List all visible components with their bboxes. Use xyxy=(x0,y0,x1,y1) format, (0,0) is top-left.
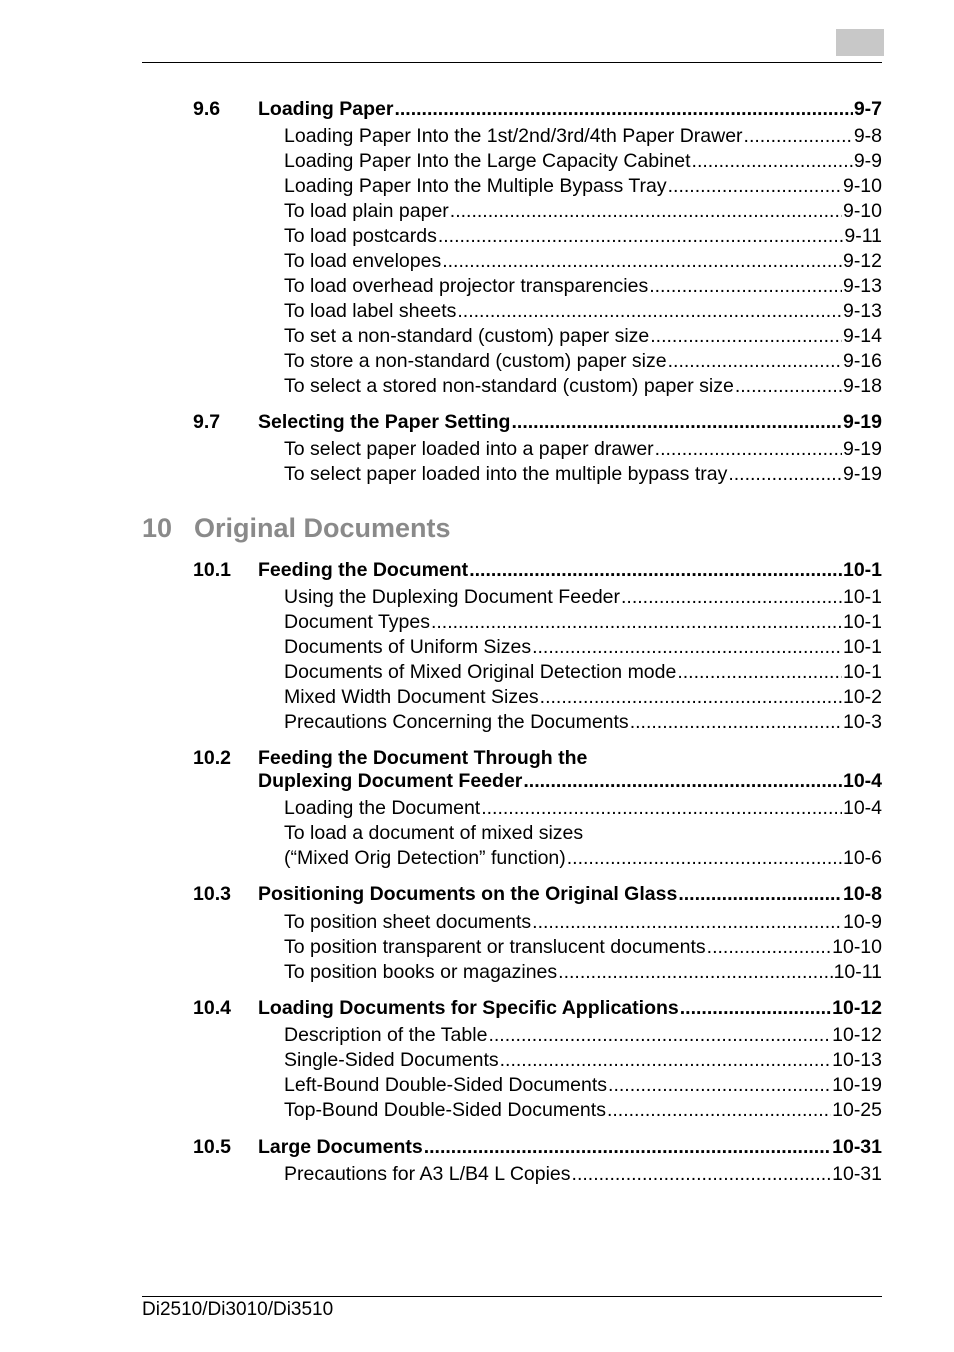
toc-entry-large-documents[interactable] xyxy=(258,1135,882,1159)
toc-entry-page: 10-8 xyxy=(842,883,882,905)
toc-entry-page: 9-19 xyxy=(842,411,882,433)
toc-entry-title-line1: Feeding the Document Through the xyxy=(258,747,588,769)
toc-entry-page: 10-4 xyxy=(842,770,882,792)
toc-subentry[interactable] xyxy=(284,249,882,273)
section-number: 10.4 xyxy=(193,997,231,1019)
dot-leader xyxy=(707,935,831,959)
dot-leader xyxy=(680,996,831,1020)
dot-leader xyxy=(608,1073,831,1097)
toc-entry-page: 10-12 xyxy=(832,997,882,1019)
chapter-tab-marker xyxy=(836,29,884,56)
toc-entry-title: Positioning Documents on the Original Glass xyxy=(258,883,678,905)
dot-leader xyxy=(744,124,853,148)
dot-leader xyxy=(655,437,842,461)
toc-entry-page: 9-16 xyxy=(842,350,882,372)
dot-leader xyxy=(630,710,842,734)
toc-entry-page: 9-7 xyxy=(853,98,882,120)
dot-leader xyxy=(650,324,842,348)
toc-entry-feeding-document[interactable] xyxy=(258,558,882,582)
toc-subentry[interactable] xyxy=(284,935,882,959)
section-number: 9.7 xyxy=(193,411,221,433)
toc-entry-page: 10-11 xyxy=(833,961,882,983)
toc-entry-page: 10-25 xyxy=(832,1099,882,1121)
toc-entry-page: 10-4 xyxy=(842,797,882,819)
toc-entry-title: To set a non-standard (custom) paper size xyxy=(284,325,650,347)
toc-entry-loading-paper[interactable] xyxy=(258,97,882,121)
toc-entry-title: To position sheet documents xyxy=(284,911,532,933)
toc-entry-page: 10-1 xyxy=(842,636,882,658)
toc-subentry[interactable] xyxy=(284,124,882,148)
toc-entry-page: 9-12 xyxy=(842,250,882,272)
toc-entry-title: To load overhead projector transparencies xyxy=(284,275,649,297)
toc-subentry[interactable] xyxy=(284,1098,882,1122)
dot-leader xyxy=(572,1162,832,1186)
dot-leader xyxy=(469,558,842,582)
toc-entry-title: Loading Paper Into the 1st/2nd/3rd/4th Paper Drawer xyxy=(284,125,743,147)
toc-entry-selecting-paper-setting[interactable] xyxy=(258,410,882,434)
section-number: 10.5 xyxy=(193,1136,231,1158)
toc-entry-title: Loading Paper xyxy=(258,98,394,120)
toc-entry-title: To select a stored non-standard (custom) paper size xyxy=(284,375,734,397)
toc-entry-title: Top-Bound Double-Sided Documents xyxy=(284,1099,606,1121)
toc-subentry[interactable] xyxy=(284,710,882,734)
toc-entry-page: 10-1 xyxy=(842,661,882,683)
footer-model-name: Di2510/Di3010/Di3510 xyxy=(142,1299,334,1320)
dot-leader xyxy=(431,610,842,634)
header-rule xyxy=(142,62,882,63)
toc-subentry[interactable] xyxy=(284,1048,882,1072)
toc-entry-page: 9-9 xyxy=(853,150,882,172)
toc-entry-title: Precautions for A3 L/B4 L Copies xyxy=(284,1163,571,1185)
section-number: 10.1 xyxy=(193,559,231,581)
toc-entry-title: Documents of Mixed Original Detection mode xyxy=(284,661,677,683)
toc-entry-title: To position books or magazines xyxy=(284,961,558,983)
toc-subentry[interactable] xyxy=(284,610,882,634)
toc-entry-title: Loading Paper Into the Large Capacity Cabinet xyxy=(284,150,691,172)
toc-subentry[interactable] xyxy=(284,374,882,398)
toc-subentry[interactable] xyxy=(284,437,882,461)
toc-subentry[interactable] xyxy=(284,324,882,348)
toc-entry-page: 10-12 xyxy=(832,1024,882,1046)
toc-entry-title: Left-Bound Double-Sided Documents xyxy=(284,1074,608,1096)
dot-leader xyxy=(511,410,841,434)
toc-subentry[interactable] xyxy=(284,1073,882,1097)
dot-leader xyxy=(488,1023,831,1047)
toc-entry-page: 9-14 xyxy=(842,325,882,347)
toc-entry-page: 9-13 xyxy=(842,275,882,297)
toc-entry-title: To load envelopes xyxy=(284,250,442,272)
toc-entry-title: Single-Sided Documents xyxy=(284,1049,499,1071)
toc-entry-page: 10-13 xyxy=(832,1049,882,1071)
footer-rule xyxy=(142,1296,882,1297)
toc-subentry[interactable] xyxy=(284,149,882,173)
toc-entry-title: Loading the Document xyxy=(284,797,481,819)
toc-entry-title: Duplexing Document Feeder xyxy=(258,770,523,792)
toc-entry-title: Document Types xyxy=(284,611,430,633)
dot-leader xyxy=(438,224,844,248)
toc-subentry[interactable] xyxy=(284,846,882,870)
toc-entry-loading-documents-applications[interactable] xyxy=(258,996,882,1020)
toc-entry-page: 10-1 xyxy=(842,559,882,581)
toc-subentry[interactable] xyxy=(284,1023,882,1047)
toc-entry-page: 9-19 xyxy=(842,438,882,460)
toc-subentry[interactable] xyxy=(284,635,882,659)
toc-entry-page: 10-2 xyxy=(842,686,882,708)
toc-entry-page: 9-10 xyxy=(842,200,882,222)
toc-entry-title: To select paper loaded into a paper drawer xyxy=(284,438,654,460)
dot-leader xyxy=(500,1048,832,1072)
toc-entry-title: Large Documents xyxy=(258,1136,423,1158)
dot-leader xyxy=(540,685,842,709)
toc-entry-page: 9-11 xyxy=(844,225,882,247)
toc-entry-page: 10-31 xyxy=(832,1136,882,1158)
toc-subentry-title-line1: To load a document of mixed sizes xyxy=(284,822,584,844)
toc-entry-page: 10-3 xyxy=(842,711,882,733)
dot-leader xyxy=(607,1098,831,1122)
toc-subentry[interactable] xyxy=(284,960,882,984)
dot-leader xyxy=(649,274,842,298)
toc-subentry[interactable] xyxy=(284,462,882,486)
toc-subentry[interactable] xyxy=(284,685,882,709)
dot-leader xyxy=(567,846,842,870)
toc-entry-page: 10-31 xyxy=(832,1163,882,1185)
dot-leader xyxy=(728,462,842,486)
dot-leader xyxy=(532,635,842,659)
dot-leader xyxy=(532,910,842,934)
dot-leader xyxy=(678,882,842,906)
toc-entry-page: 10-9 xyxy=(842,911,882,933)
dot-leader xyxy=(677,660,842,684)
toc-entry-page: 9-19 xyxy=(842,463,882,485)
dot-leader xyxy=(394,97,852,121)
chapter-heading xyxy=(142,511,451,545)
toc-entry-title: To load plain paper xyxy=(284,200,449,222)
toc-entry-title: To select paper loaded into the multiple bypass tray xyxy=(284,463,728,485)
chapter-title: Original Documents xyxy=(194,513,451,543)
toc-subentry[interactable] xyxy=(284,1162,882,1186)
toc-entry-feeding-through-duplexing[interactable] xyxy=(258,769,882,793)
dot-leader xyxy=(668,174,842,198)
toc-subentry[interactable] xyxy=(284,910,882,934)
toc-entry-title: To load label sheets xyxy=(284,300,457,322)
toc-entry-title: Documents of Uniform Sizes xyxy=(284,636,532,658)
toc-entry-page: 10-10 xyxy=(832,936,882,958)
toc-subentry[interactable] xyxy=(284,299,882,323)
toc-entry-title: Loading Paper Into the Multiple Bypass Tray xyxy=(284,175,667,197)
toc-subentry[interactable] xyxy=(284,199,882,223)
dot-leader xyxy=(450,199,842,223)
toc-subentry[interactable] xyxy=(284,274,882,298)
dot-leader xyxy=(424,1135,831,1159)
toc-entry-page: 9-10 xyxy=(842,175,882,197)
toc-entry-page: 9-18 xyxy=(842,375,882,397)
toc-entry-page: 9-13 xyxy=(842,300,882,322)
toc-subentry[interactable] xyxy=(284,796,882,820)
dot-leader xyxy=(558,960,832,984)
chapter-number: 10 xyxy=(142,513,173,543)
toc-entry-title: Precautions Concerning the Documents xyxy=(284,711,629,733)
toc-entry-title: (“Mixed Orig Detection” function) xyxy=(284,847,566,869)
toc-entry-title: Selecting the Paper Setting xyxy=(258,411,511,433)
toc-entry-page: 10-1 xyxy=(842,586,882,608)
toc-entry-positioning-documents[interactable] xyxy=(258,882,882,906)
toc-entry-title: Using the Duplexing Document Feeder xyxy=(284,586,621,608)
toc-entry-page: 10-6 xyxy=(842,847,882,869)
section-number: 10.3 xyxy=(193,883,231,905)
toc-entry-title: To store a non-standard (custom) paper size xyxy=(284,350,667,372)
dot-leader xyxy=(442,249,842,273)
toc-entry-title: To position transparent or translucent documents xyxy=(284,936,706,958)
dot-leader xyxy=(621,585,842,609)
dot-leader xyxy=(457,299,842,323)
toc-entry-page: 9-8 xyxy=(853,125,882,147)
dot-leader xyxy=(523,769,842,793)
toc-subentry[interactable] xyxy=(284,660,882,684)
toc-entry-title: Description of the Table xyxy=(284,1024,488,1046)
toc-entry-title: Feeding the Document xyxy=(258,559,469,581)
toc-entry-title: To load postcards xyxy=(284,225,437,247)
toc-subentry[interactable] xyxy=(284,585,882,609)
toc-entry-title: Loading Documents for Specific Applications xyxy=(258,997,679,1019)
toc-entry-title: Mixed Width Document Sizes xyxy=(284,686,539,708)
toc-subentry[interactable] xyxy=(284,174,882,198)
dot-leader xyxy=(692,149,853,173)
section-number: 9.6 xyxy=(193,98,221,120)
dot-leader xyxy=(735,374,842,398)
toc-subentry[interactable] xyxy=(284,224,882,248)
section-number: 10.2 xyxy=(193,747,231,769)
dot-leader xyxy=(668,349,842,373)
dot-leader xyxy=(481,796,842,820)
toc-subentry[interactable] xyxy=(284,349,882,373)
toc-entry-page: 10-19 xyxy=(832,1074,882,1096)
toc-entry-page: 10-1 xyxy=(842,611,882,633)
